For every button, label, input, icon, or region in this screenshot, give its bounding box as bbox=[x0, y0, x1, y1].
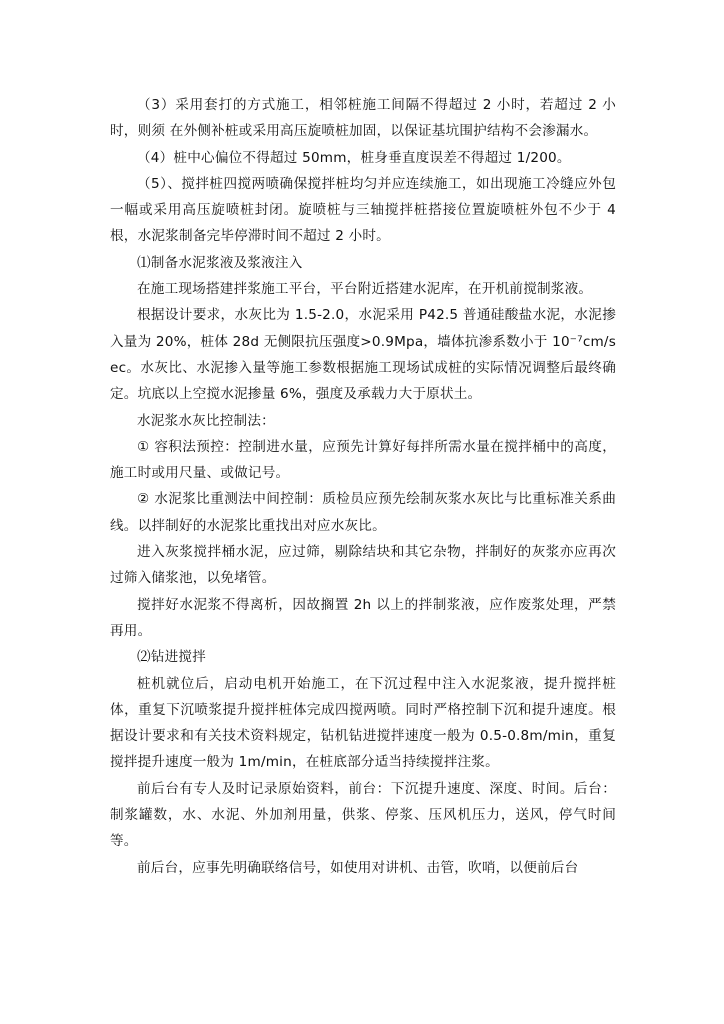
paragraph-density-control: ② 水泥浆比重测法中间控制：质检员应预先绘制灰浆水灰比与比重标准关系曲线。以拌制好的水泥浆比重找出对应水灰比。 bbox=[110, 491, 616, 534]
paragraph-design-requirements: 根据设计要求，水灰比为 1.5-2.0，水泥采用 P42.5 普通硅酸盐水泥，水泥掺入量为 20%，桩体 28d 无侧限抗压强度>0.9Mpa，墙体抗渗系数小于 10⁻⁷cm/sec。水灰比、水泥掺入量等施工参数根据施工现场试成桩的实际情况调整后最终确定。坑底以上空搅水泥掺量 6%，强度及承载力大于原状土。 bbox=[110, 307, 616, 403]
paragraph-no-segregation: 搅拌好水泥浆不得离析，因故搁置 2h 以上的拌制浆液，应作废浆处理，严禁再用。 bbox=[110, 596, 616, 639]
paragraph-item-5: （5）、搅拌桩四搅两喷确保搅拌桩均匀并应连续施工，如出现施工冷缝应外包一幅或采用高压旋喷桩封闭。旋喷桩与三轴搅拌桩搭接位置旋喷桩外包不少于 4 根，水泥浆制备完毕停滞时间不超过 2 小时。 bbox=[110, 175, 621, 245]
section-heading-1: ⑴制备水泥浆液及浆液注入 bbox=[137, 254, 303, 271]
paragraph-drilling: 桩机就位后，启动电机开始施工，在下沉过程中注入水泥浆液，提升搅拌桩体，重复下沉喷浆提升搅拌桩体完成四搅两喷。同时严格控制下沉和提升速度。根据设计要求和有关技术资料规定，钻机钻进搅拌速度一般为 0.5-0.8m/min，重复搅拌提升速度一般为 1m/min，在桩底部分适当持续搅拌注浆。 bbox=[110, 675, 616, 771]
paragraph-volume-control: ① 容积法预控：控制进水量，应预先计算好每拌所需水量在搅拌桶中的高度，施工时或用尺量、或做记号。 bbox=[110, 438, 616, 482]
section-heading-2: ⑵钻进搅拌 bbox=[137, 649, 206, 666]
paragraph-platform: 在施工现场搭建拌浆施工平台，平台附近搭建水泥库，在开机前搅制浆液。 bbox=[137, 281, 593, 298]
paragraph-item-4: （4）桩中心偏位不得超过 50mm，桩身垂直度误差不得超过 1/200。 bbox=[137, 149, 571, 166]
document-page bbox=[110, 92, 621, 881]
paragraph-item-3: （3）采用套打的方式施工，相邻桩施工间隔不得超过 2 小时，若超过 2 小时，则须 在外侧补桩或采用高压旋喷桩加固，以保证基坑围护结构不会渗漏水。 bbox=[110, 97, 616, 140]
paragraph-signals: 前后台，应事先明确联络信号，如使用对讲机、击管，吹哨，以便前后台 bbox=[137, 859, 579, 876]
paragraph-control-method-title: 水泥浆水灰比控制法： bbox=[137, 412, 275, 429]
paragraph-sieving: 进入灰浆搅拌桶水泥，应过筛，剔除结块和其它杂物，拌制好的灰浆亦应再次过筛入储浆池，以免堵管。 bbox=[110, 544, 616, 587]
paragraph-records: 前后台有专人及时记录原始资料，前台：下沉提升速度、深度、时间。后台：制浆罐数，水、水泥、外加剂用量，供浆、停浆、压风机压力，送风，停气时间等。 bbox=[110, 780, 616, 850]
